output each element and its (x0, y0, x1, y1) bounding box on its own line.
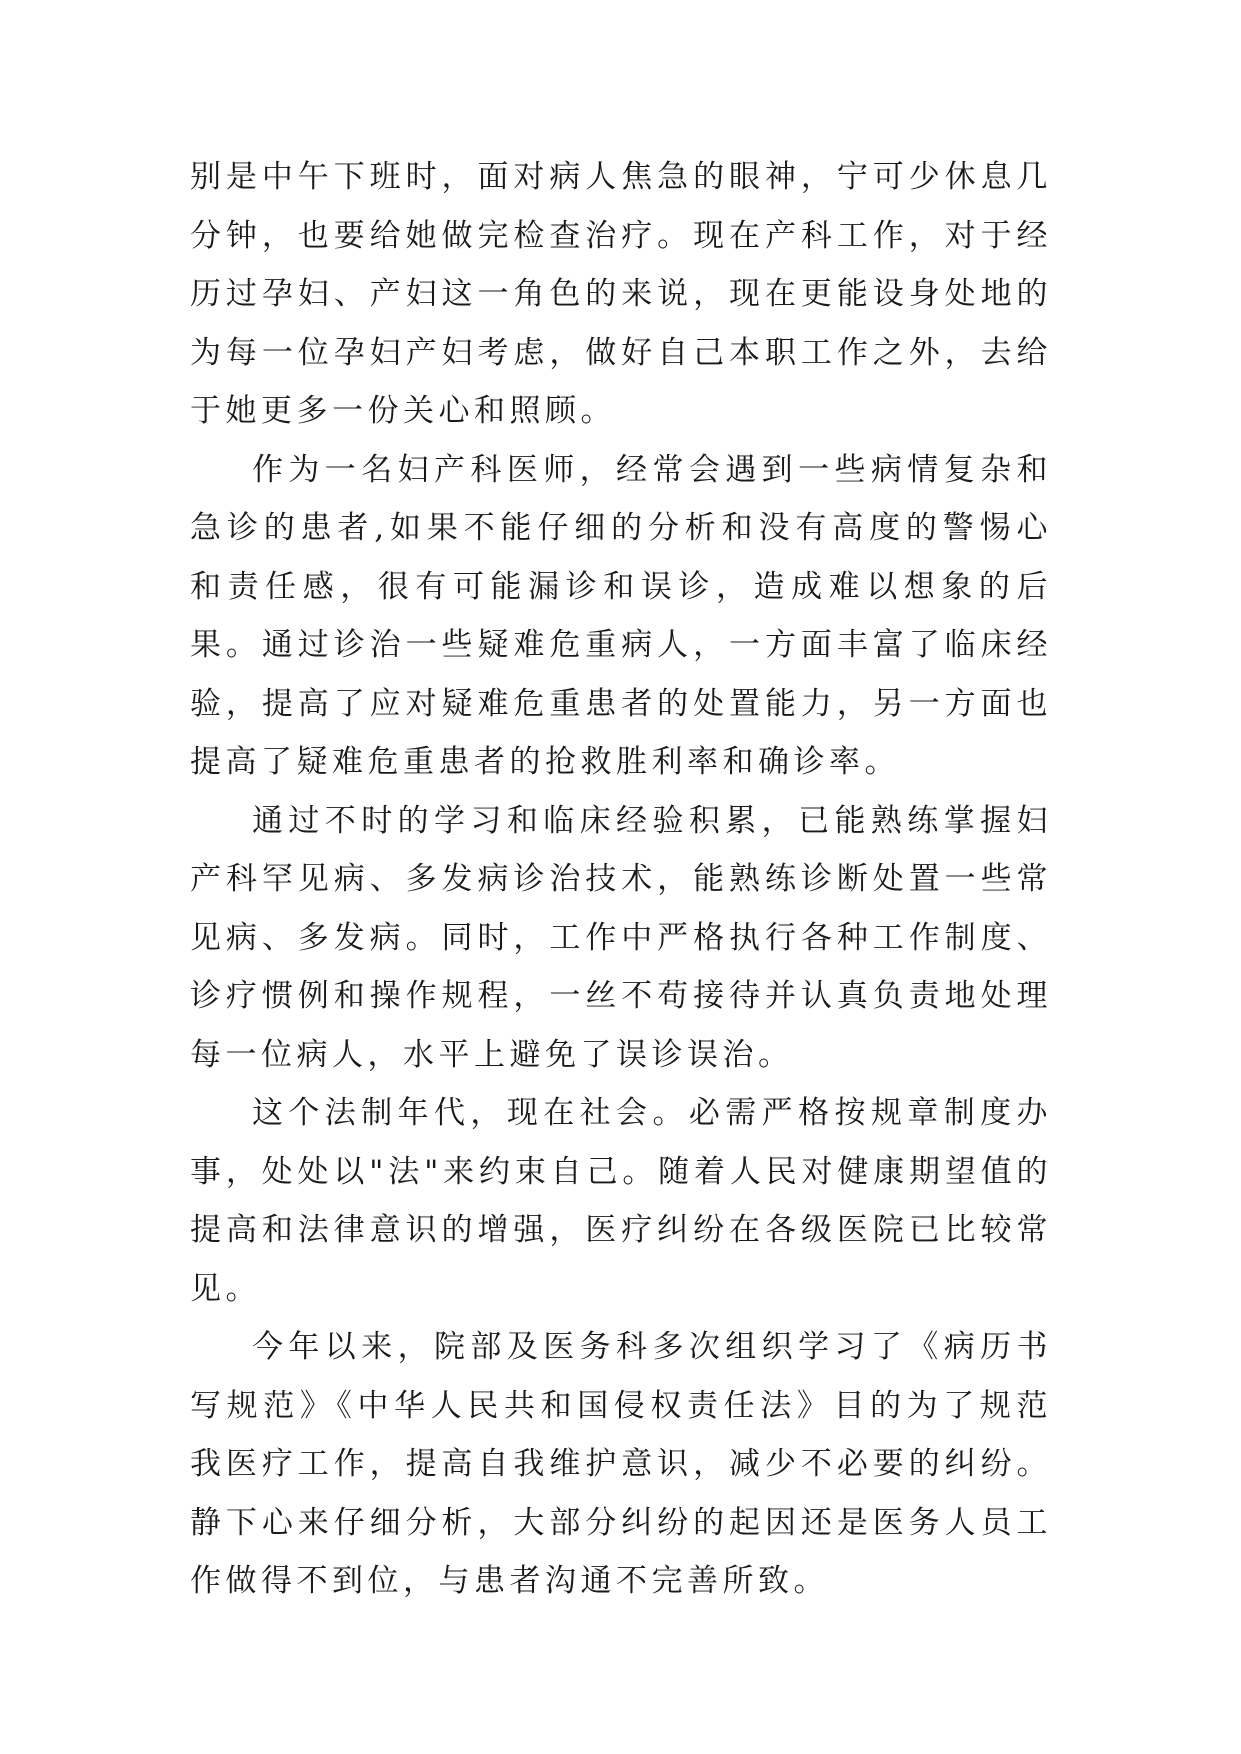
paragraph-1: 别是中午下班时，面对病人焦急的眼神，宁可少休息几分钟，也要给她做完检查治疗。现在产科工作，对于经历过孕妇、产妇这一角色的来说，现在更能设身处地的为每一位孕妇产妇考虑，做好自己本职工作之外，去给于她更多一份关心和照顾。 (190, 159, 1052, 429)
paragraph-4: 这个法制年代，现在社会。必需严格按规章制度办事，处处以"法"来约束自己。随着人民对健康期望值的提高和法律意识的增强，医疗纠纷在各级医院已比较常见。 (190, 1095, 1052, 1307)
paragraph-3: 通过不时的学习和临床经验积累，已能熟练掌握妇产科罕见病、多发病诊治技术，能熟练诊断处置一些常见病、多发病。同时，工作中严格执行各种工作制度、诊疗惯例和操作规程，一丝不苟接待并认真负责地处理每一位病人，水平上避免了误诊误治。 (190, 802, 1052, 1073)
paragraph-2: 作为一名妇产科医师，经常会遇到一些病情复杂和急诊的患者,如果不能仔细的分析和没有高度的警惕心和责任感，很有可能漏诊和误诊，造成难以想象的后果。通过诊治一些疑难危重病人，一方面丰富了临床经验，提高了应对疑难危重患者的处置能力，另一方面也提高了疑难危重患者的抢救胜利率和确诊率。 (190, 451, 1052, 780)
paragraph-5: 今年以来，院部及医务科多次组织学习了《病历书写规范》《中华人民共和国侵权责任法》目的为了规范我医疗工作，提高自我维护意识，减少不必要的纠纷。静下心来仔细分析，大部分纠纷的起因还是医务人员工作做得不到位，与患者沟通不完善所致。 (190, 1329, 1052, 1599)
document-body (190, 148, 1052, 1611)
